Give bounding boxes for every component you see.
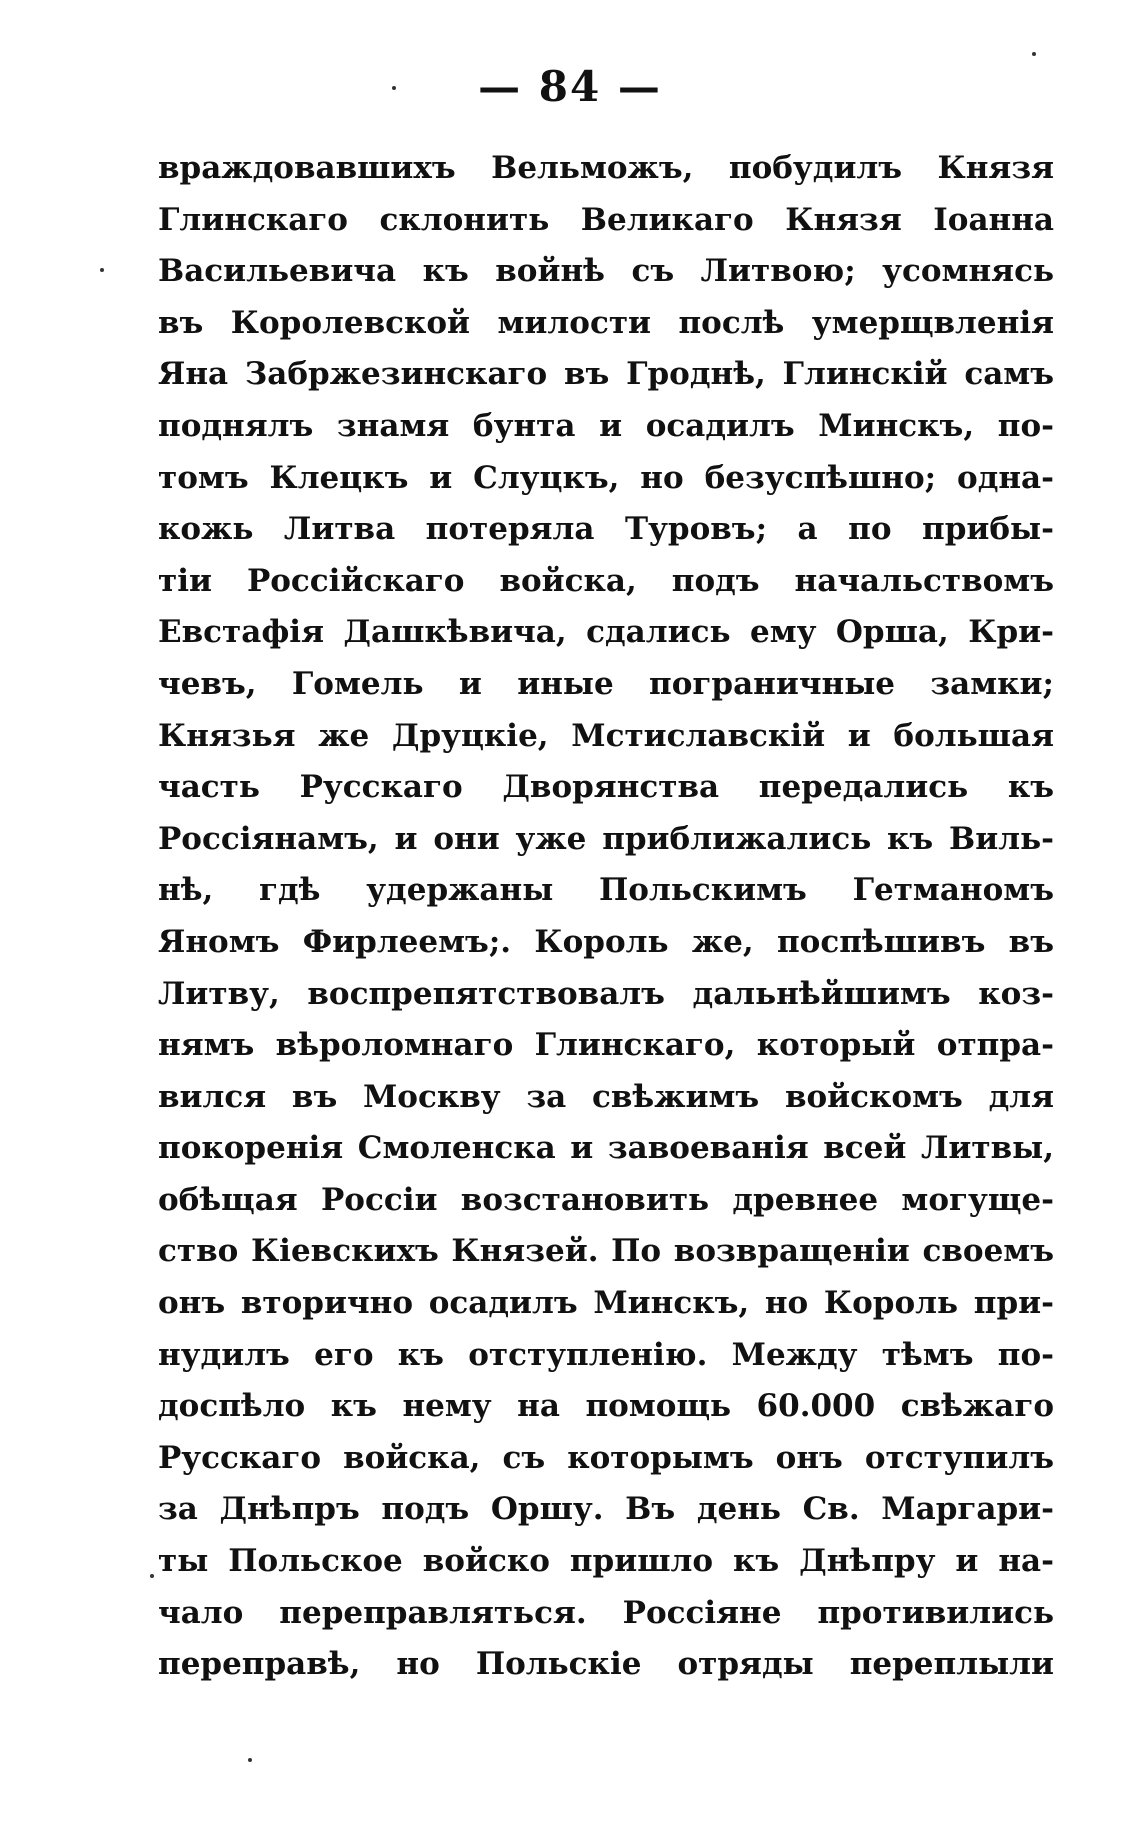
page-number: — 84 — [478, 62, 662, 111]
scan-speck [100, 268, 104, 272]
text-line: переправѣ, но Польскіе отряды переплыли [158, 1646, 1054, 1683]
text-line: Глинскаго склонить Великаго Князя Іоанна [158, 201, 1054, 238]
text-line: Васильевича къ войнѣ съ Литвою; усомнясь [158, 253, 1054, 290]
text-line: ты Польское войско пришло къ Днѣпру и на- [158, 1543, 1054, 1580]
text-line: обѣщая Россіи возстановить древнее могуще- [158, 1181, 1054, 1218]
text-line: нудилъ его къ отступленію. Между тѣмъ по- [158, 1336, 1054, 1373]
scan-speck [150, 1574, 154, 1578]
text-line: чало переправляться. Россіяне противились [158, 1594, 1054, 1631]
text-line: Литву, воспрепятствовалъ дальнѣйшимъ коз- [158, 975, 1054, 1012]
scan-speck [392, 86, 396, 90]
text-line: чевъ, Гомель и иные пограничные замки; [158, 665, 1054, 702]
text-line: поднялъ знамя бунта и осадилъ Минскъ, по- [158, 407, 1054, 444]
text-line: часть Русскаго Дворянства передались къ [158, 769, 1054, 806]
text-line: Евстафія Дашкѣвича, сдались ему Орша, Кри- [158, 614, 1054, 651]
text-line: кожь Литва потеряла Туровъ; а по прибы- [158, 511, 1054, 548]
text-line: онъ вторично осадилъ Минскъ, но Король при- [158, 1285, 1054, 1322]
text-line: ство Кіевскихъ Князей. По возвращеніи своемъ [158, 1233, 1054, 1270]
text-line: Яна Забржезинскаго въ Гроднѣ, Глинскій самъ [158, 356, 1054, 393]
text-line: въ Королевской милости послѣ умерщвленія [158, 304, 1054, 341]
text-line: Князья же Друцкіе, Мстиславскій и большая [158, 717, 1054, 754]
text-line: Русскаго войска, съ которымъ онъ отступилъ [158, 1439, 1054, 1476]
text-line: за Днѣпръ подъ Оршу. Въ день Св. Маргари- [158, 1491, 1054, 1528]
text-line: нямъ вѣроломнаго Глинскаго, который отпра- [158, 1027, 1054, 1064]
text-line: доспѣло къ нему на помощь 60.000 свѣжаго [158, 1388, 1054, 1425]
text-line: враждовавшихъ Вельможъ, побудилъ Князя [158, 150, 1054, 186]
text-line: Россіянамъ, и они уже приближались къ Виль- [158, 820, 1054, 857]
text-line: вился въ Москву за свѣжимъ войскомъ для [158, 1078, 1054, 1115]
text-line: Яномъ Фирлеемъ;. Король же, поспѣшивъ въ [158, 923, 1054, 960]
body-text [158, 143, 1054, 1691]
scan-speck [1032, 52, 1036, 56]
text-line: покоренія Смоленска и завоеванія всей Литвы, [158, 1130, 1054, 1167]
text-line: томъ Клецкъ и Слуцкъ, но безуспѣшно; одна- [158, 459, 1054, 496]
scan-speck [248, 1758, 252, 1762]
text-line: нѣ, гдѣ удержаны Польскимъ Гетманомъ [158, 872, 1054, 909]
text-line: тіи Россійскаго войска, подъ начальствомъ [158, 562, 1054, 599]
